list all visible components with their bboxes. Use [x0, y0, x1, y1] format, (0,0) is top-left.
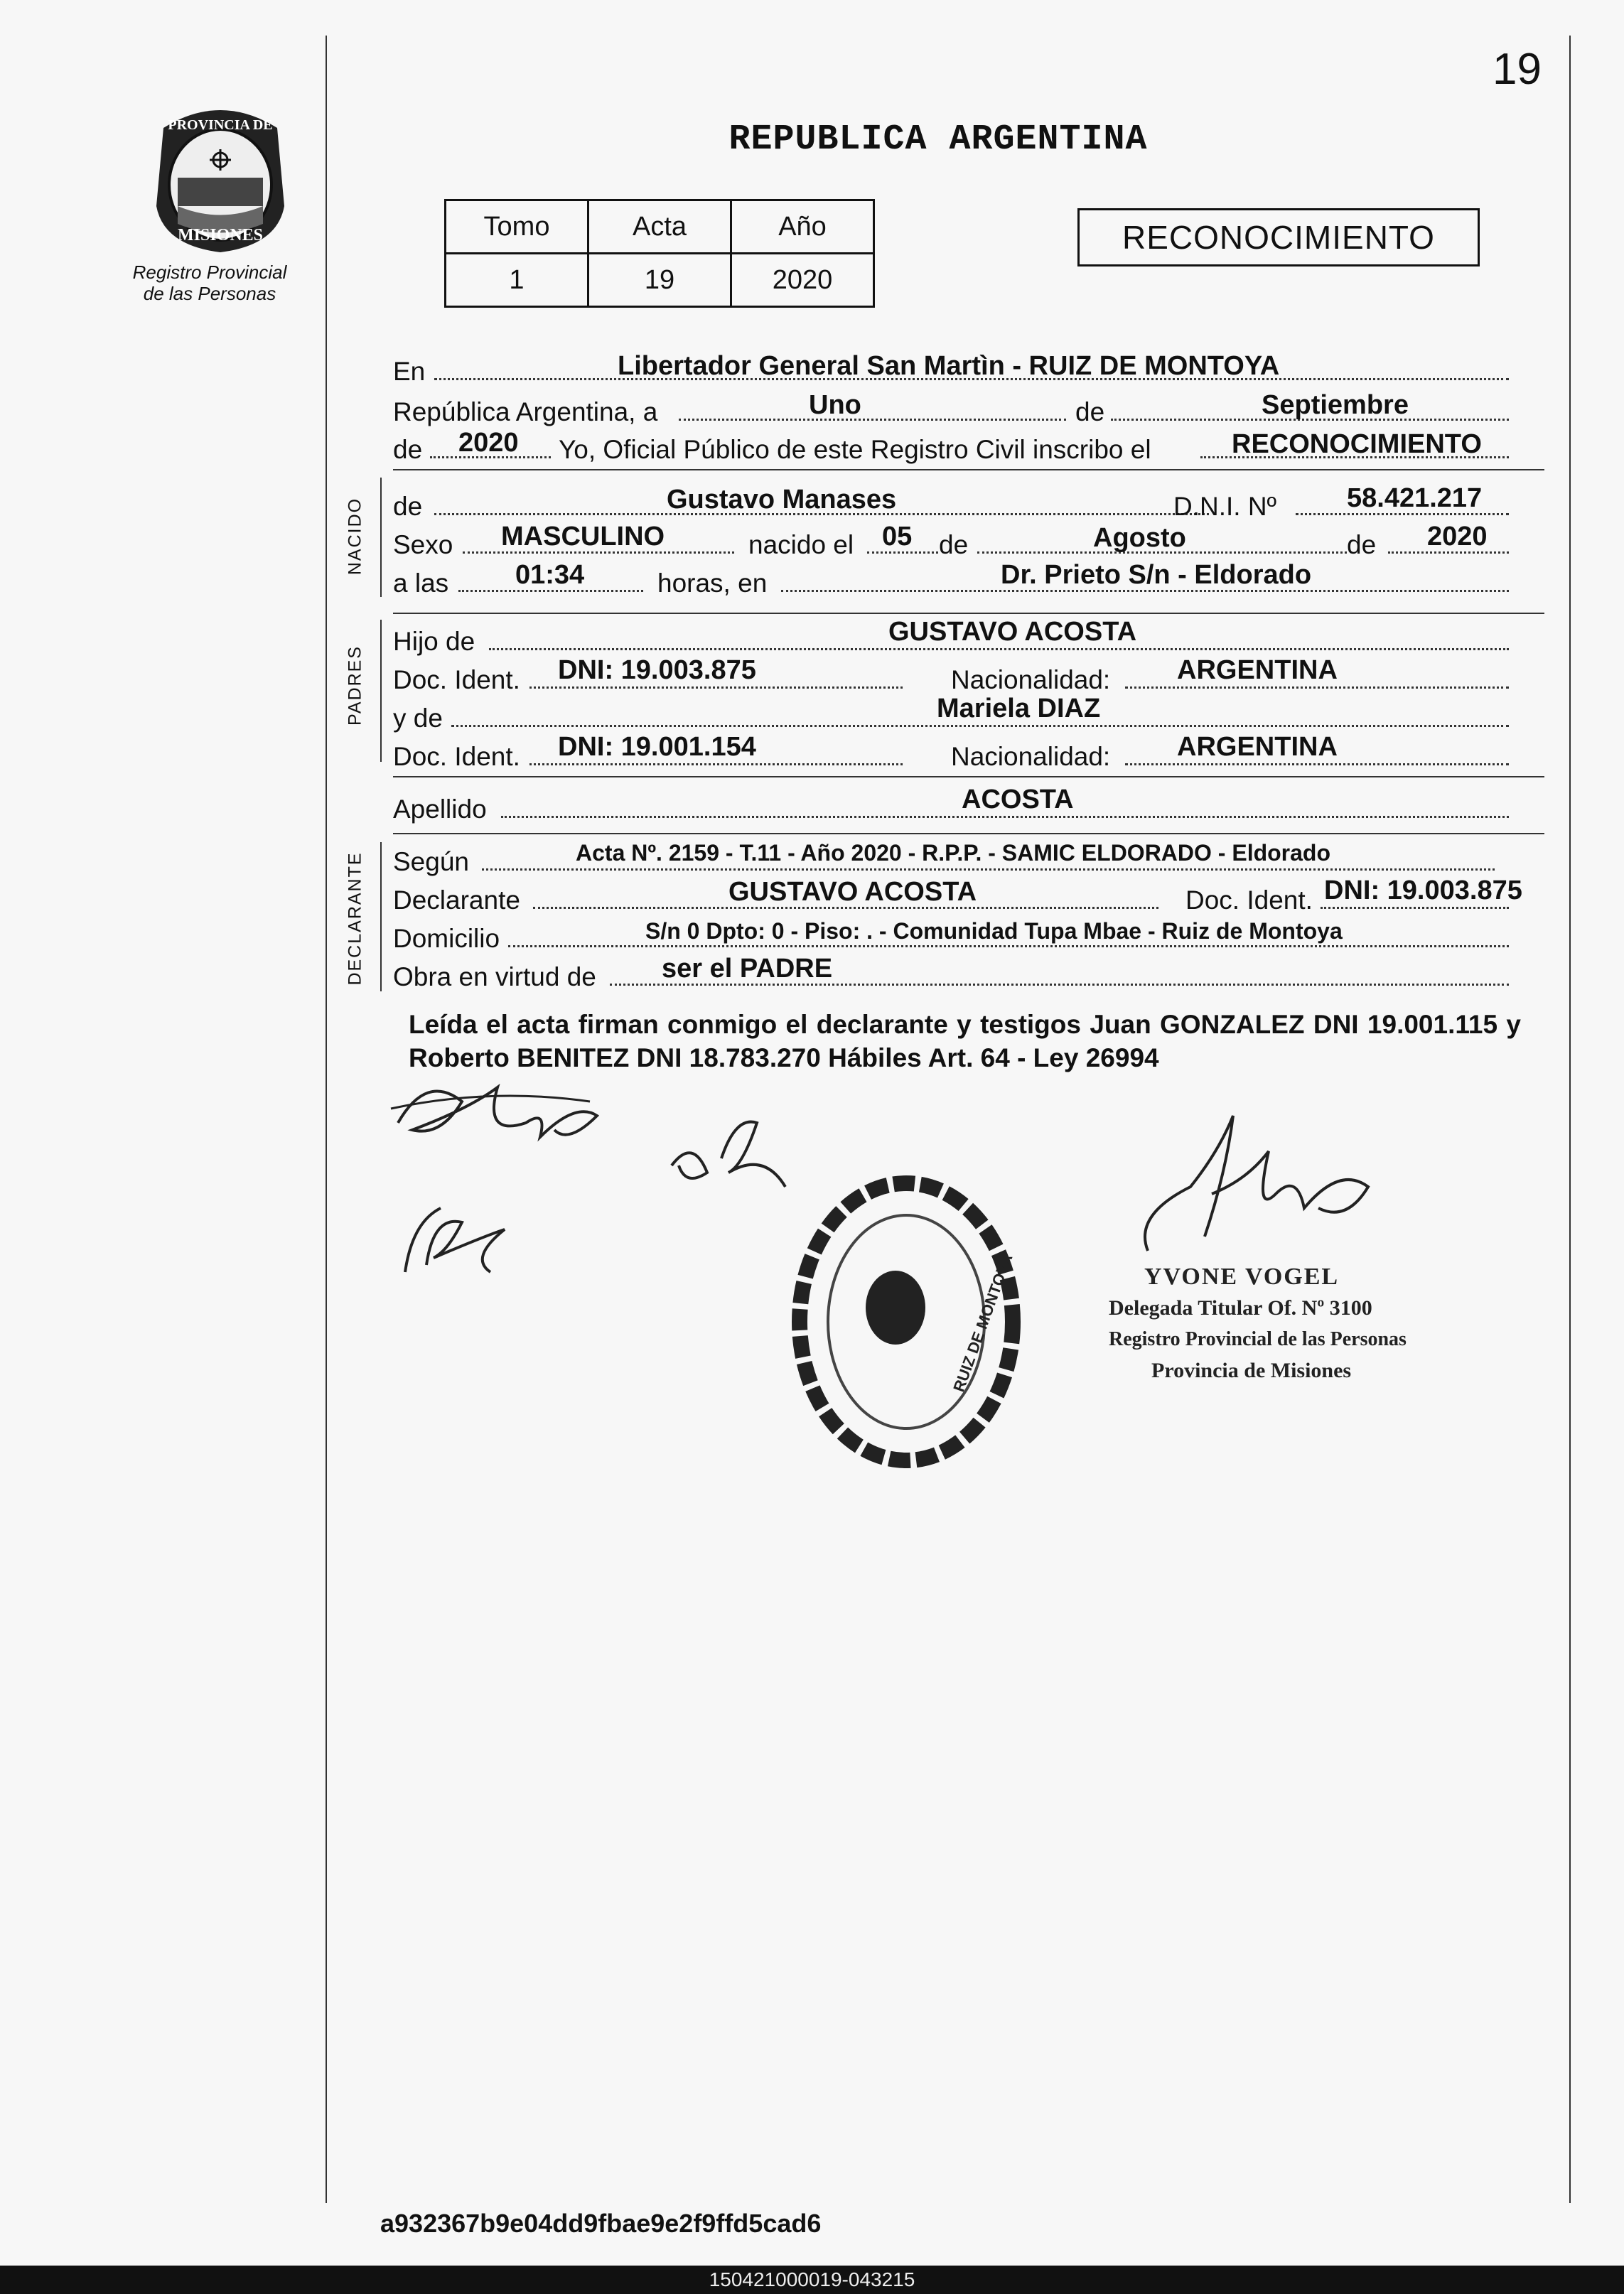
- table-value-tomo: 1: [446, 254, 588, 307]
- declarante-line-1: [393, 837, 1544, 876]
- declarante-name: GUSTAVO ACOSTA: [728, 877, 977, 907]
- act-type-box: RECONOCIMIENTO: [1077, 208, 1480, 266]
- separator: [393, 613, 1544, 614]
- declarante-doc: DNI: 19.003.875: [1324, 876, 1522, 905]
- document-title: REPUBLICA ARGENTINA: [728, 119, 1148, 160]
- doc-label: Doc. Ident.: [393, 742, 520, 771]
- apellido-label: Apellido: [393, 795, 487, 824]
- table-value-acta: 19: [588, 254, 731, 307]
- nacido-line-1: [393, 482, 1544, 520]
- logo-caption-line2: de las Personas: [143, 283, 276, 304]
- month-value: Septiembre: [1262, 390, 1409, 420]
- child-sex: MASCULINO: [501, 522, 665, 551]
- official-org: Registro Provincial de las Personas: [1109, 1328, 1407, 1350]
- nacido-label: nacido el: [748, 530, 854, 559]
- declarante-section-label: DECLARANTE: [345, 851, 365, 986]
- birth-year: 2020: [1427, 522, 1488, 551]
- declarante-bracket: [380, 842, 382, 991]
- alas-label: a las: [393, 569, 449, 598]
- apellido-value: ACOSTA: [962, 785, 1074, 814]
- official-signature: [1105, 1109, 1418, 1272]
- nacido-section-label: NACIDO: [345, 497, 365, 576]
- day-value: Uno: [809, 390, 861, 420]
- right-margin-line: [1569, 36, 1571, 2203]
- apellido-line: [393, 785, 1544, 823]
- segun-value: Acta Nº. 2159 - T.11 - Año 2020 - R.P.P. - SAMIC ELDORADO - Eldorado: [576, 840, 1331, 866]
- intro-line-1: [393, 347, 1544, 385]
- logo-text-top: PROVINCIA DE: [168, 117, 273, 133]
- mother-nationality: ARGENTINA: [1177, 732, 1338, 762]
- table-value-anio: 2020: [731, 254, 874, 307]
- de-label: de: [393, 492, 423, 521]
- intro-line-3: [393, 425, 1544, 463]
- official-name: YVONE VOGEL: [1144, 1264, 1340, 1290]
- hijo-label: Hijo de: [393, 627, 475, 656]
- official-title: Delegada Titular Of. Nº 3100: [1109, 1296, 1372, 1320]
- declarante-label: Declarante: [393, 885, 520, 915]
- separator: [393, 833, 1544, 834]
- witness-signature-1: [384, 1194, 526, 1286]
- declarante-line-4: [393, 952, 1544, 991]
- de-label-3: de: [1347, 530, 1377, 559]
- obra-value: ser el PADRE: [662, 954, 833, 984]
- birth-day: 05: [882, 522, 913, 551]
- mother-name: Mariela DIAZ: [937, 694, 1101, 723]
- office-seal-stamp: [785, 1165, 1027, 1478]
- left-margin-line: [326, 36, 327, 2203]
- padres-line-4: [393, 732, 1544, 770]
- nacido-bracket: [380, 478, 382, 597]
- declarante-doc-label: Doc. Ident.: [1185, 885, 1313, 915]
- document-hash: a932367b9e04dd9fbae9e2f9ffd5cad6: [380, 2209, 822, 2238]
- padres-line-2: [393, 655, 1544, 694]
- birth-place: Dr. Prieto S/n - Eldorado: [1001, 560, 1312, 590]
- padres-section-label: PADRES: [345, 645, 365, 726]
- official-stamp: [1109, 1261, 1407, 1386]
- logo-caption-line1: Registro Provincial: [132, 262, 287, 283]
- de-label: de: [1075, 397, 1105, 426]
- domicilio-label: Domicilio: [393, 924, 500, 953]
- act-value: RECONOCIMIENTO: [1232, 429, 1482, 459]
- table-header-anio: Año: [731, 200, 874, 254]
- page-number: 19: [1493, 45, 1542, 94]
- padres-line-3: [393, 694, 1544, 732]
- nationality-label: Nacionalidad:: [951, 742, 1111, 771]
- en-label: En: [393, 357, 426, 386]
- father-name: GUSTAVO ACOSTA: [888, 617, 1137, 647]
- closing-statement: Leída el acta firman conmigo el declarante y testigos Juan GONZALEZ DNI 19.001.115 y Roberto BENITEZ DNI 18.783.270 Hábiles Art. 64 - Ley 26994: [409, 1010, 1521, 1072]
- logo-caption: [92, 262, 327, 304]
- logo-text-bottom: MISIONES: [177, 226, 264, 244]
- declarante-line-3: [393, 914, 1544, 952]
- table-header-acta: Acta: [588, 200, 731, 254]
- record-table: [444, 199, 875, 308]
- birth-time: 01:34: [515, 560, 585, 590]
- doc-label: Doc. Ident.: [393, 665, 520, 694]
- republica-label: República Argentina, a: [393, 397, 658, 426]
- padres-line-1: [393, 617, 1544, 655]
- child-dni: 58.421.217: [1347, 483, 1483, 513]
- dni-label: D.N.I. Nº: [1173, 492, 1277, 521]
- inscribo-text: Yo, Oficial Público de este Registro Civil inscribo el: [559, 435, 1151, 464]
- padres-bracket: [380, 620, 382, 762]
- de2-label: de: [393, 435, 423, 464]
- official-province: Provincia de Misiones: [1151, 1359, 1352, 1382]
- mother-doc: DNI: 19.001.154: [558, 732, 756, 762]
- horas-label: horas, en: [657, 569, 768, 598]
- yde-label: y de: [393, 704, 443, 733]
- nacido-line-3: [393, 559, 1544, 597]
- footer-code: 150421000019-043215: [0, 2266, 1624, 2294]
- seal-text: RUIZ DE MONTOYA: [950, 1251, 1016, 1394]
- nacido-line-2: [393, 520, 1544, 559]
- table-header-tomo: Tomo: [446, 200, 588, 254]
- birth-month: Agosto: [1093, 523, 1186, 553]
- nationality-label: Nacionalidad:: [951, 665, 1111, 694]
- de-label-2: de: [939, 530, 969, 559]
- obra-label: Obra en virtud de: [393, 962, 596, 991]
- child-name: Gustavo Manases: [667, 485, 897, 515]
- declarante-line-2: [393, 876, 1544, 914]
- father-nationality: ARGENTINA: [1177, 655, 1338, 685]
- separator: [393, 776, 1544, 777]
- domicilio-value: S/n 0 Dpto: 0 - Piso: . - Comunidad Tupa Mbae - Ruiz de Montoya: [645, 918, 1343, 944]
- intro-line-2: [393, 387, 1544, 426]
- segun-label: Según: [393, 847, 469, 876]
- year-value: 2020: [458, 428, 519, 458]
- place-value: Libertador General San Martìn - RUIZ DE MONTOYA: [618, 351, 1280, 381]
- declarant-signature: [384, 1059, 625, 1165]
- sexo-label: Sexo: [393, 530, 453, 559]
- separator: [393, 469, 1544, 470]
- father-doc: DNI: 19.003.875: [558, 655, 756, 685]
